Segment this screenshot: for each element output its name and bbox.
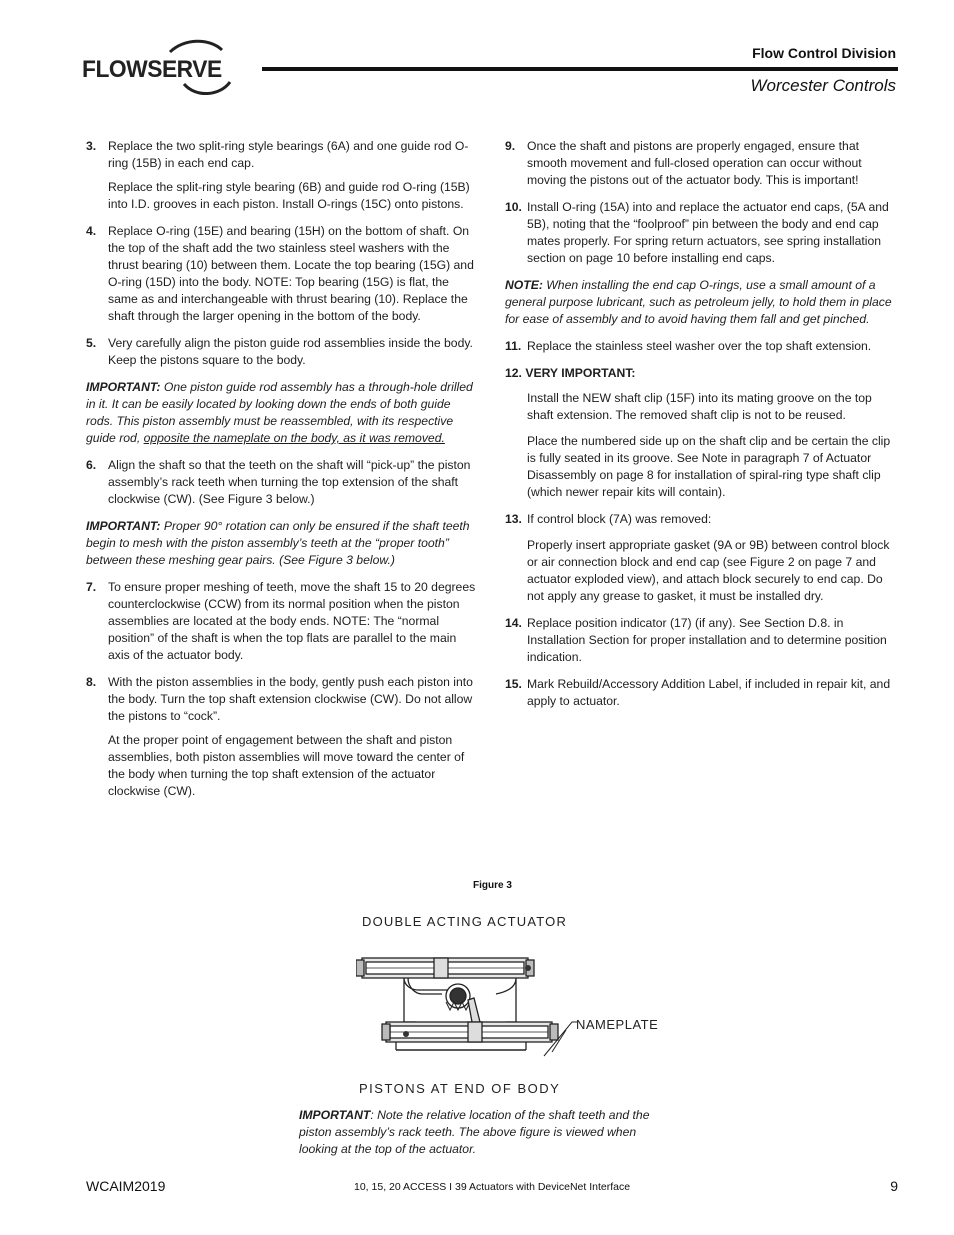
step-text: Install the NEW shaft clip (15F) into its mating groove on the top shaft extension. The removed shaft clip is not to be reused. xyxy=(527,391,872,422)
step-text: Replace the split-ring style bearing (6B) and guide rod O-ring (15B) into I.D. grooves in each piston. Install O-rings (15C) onto pistons. xyxy=(108,180,470,211)
figure-title: DOUBLE ACTING ACTUATOR xyxy=(362,914,568,929)
note-text: Proper 90° rotation can only be ensured if the shaft teeth begin to mesh with the piston assembly’s teeth at the “proper tooth” between these meshing gear pairs. (See Figure 3 below.) xyxy=(86,519,470,567)
note-label: IMPORTANT: xyxy=(86,380,161,394)
step-text: Install O-ring (15A) into and replace the actuator end caps, (5A and 5B), noting that the “foolproof” pin between the body and end cap mates properly. For spring return actuators, see spring installation section on page 10 before installing end caps. xyxy=(527,200,889,265)
step-13 xyxy=(505,511,900,605)
step-number: 10. xyxy=(505,200,522,214)
step-12-body xyxy=(505,390,900,501)
division-label: Flow Control Division xyxy=(752,45,896,61)
step-number: 14. xyxy=(505,616,522,630)
step-9 xyxy=(505,138,900,189)
right-column xyxy=(505,138,900,720)
step-number: 9. xyxy=(505,139,516,153)
note-text: When installing the end cap O-rings, use a small amount of a general purpose lubricant, such as petroleum jelly, to hold them in place for ease of assembly and to avoid having them fall and get pinched. xyxy=(505,278,892,326)
step-10 xyxy=(505,199,900,267)
lubricant-note xyxy=(505,277,900,328)
note-text: : Note the relative location of the shaft teeth and the piston assembly’s rack teeth. The above figure is viewed when looking at the top of the actuator. xyxy=(299,1108,650,1156)
step-text: Replace the two split-ring style bearings (6A) and one guide rod O-ring (15B) in each end cap. xyxy=(108,139,469,170)
step-number: 15. xyxy=(505,677,522,691)
step-text: At the proper point of engagement between the shaft and piston assemblies, both piston assemblies will move toward the center of the body when turning the top shaft extension of the actuator clockwise (CW). xyxy=(108,733,465,798)
step-text: Very carefully align the piston guide rod assemblies inside the body. Keep the pistons square to the body. xyxy=(108,336,473,367)
step-8 xyxy=(86,674,478,800)
step-15 xyxy=(505,676,900,710)
header-rule xyxy=(262,67,898,71)
step-11 xyxy=(505,338,900,355)
step-text: Replace O-ring (15E) and bearing (15H) on the bottom of shaft. On the top of the shaft add the two stainless steel washers with the thrust bearing (10) between them. Locate the top bearing (15G) and O-ring (15D) into the body. NOTE: Top bearing (15G) is flat, the same as and interchangeable with thrust bearing (10). Replace the shaft through the larger opening in the bottom of the body. xyxy=(108,224,474,323)
step-text: With the piston assemblies in the body, gently push each piston into the body. Turn the top shaft extension clockwise (CW). Do not allow the pistons to “cock”. xyxy=(108,675,473,723)
brand-label: Worcester Controls xyxy=(750,76,896,95)
step-text: To ensure proper meshing of teeth, move the shaft 15 to 20 degrees counterclockwise (CCW) from its normal position when the piston assemblies are located at the body ends. NOTE: The “normal position” of the shaft is when the top flats are parallel to the main axis of the actuator body. xyxy=(108,580,476,662)
step-3 xyxy=(86,138,478,213)
step-4 xyxy=(86,223,478,325)
step-text: Replace the stainless steel washer over the top shaft extension. xyxy=(527,339,872,353)
step-text: Once the shaft and pistons are properly engaged, ensure that smooth movement and full-closed operation can occur without moving the pistons out of the actuator body. This is important! xyxy=(527,139,862,187)
step-14 xyxy=(505,615,900,666)
step-12-heading: 12. VERY IMPORTANT: xyxy=(505,366,636,380)
step-number: 13. xyxy=(505,512,522,526)
step-number: 4. xyxy=(86,224,97,238)
logo-text: FLOWSERVE xyxy=(82,56,222,83)
step-number: 3. xyxy=(86,139,97,153)
footer-doc-id: WCAIM2019 xyxy=(86,1178,166,1194)
step-5 xyxy=(86,335,478,369)
step-text: Properly insert appropriate gasket (9A or 9B) between control block or air connection block and end cap (see Figure 2 on page 7 and actuator exploded view), and attach block securely to end cap. Do not apply any grease to gasket, it must be installed dry. xyxy=(527,538,890,603)
step-text: Replace position indicator (17) (if any). See Section D.8. in Installation Section for proper installation and to determine position indication. xyxy=(527,616,887,664)
step-text: Align the shaft so that the teeth on the shaft will “pick-up” the piston assembly’s rack teeth when turning the top extension of the shaft clockwise (CW). (See Figure 3 below.) xyxy=(108,458,471,506)
step-text: Mark Rebuild/Accessory Addition Label, if included in repair kit, and apply to actuator. xyxy=(527,677,891,708)
important-note-2 xyxy=(86,518,478,569)
figure-caption: Figure 3 xyxy=(473,880,512,891)
important-note-1 xyxy=(86,379,478,447)
page-number: 9 xyxy=(890,1178,898,1194)
note-label: NOTE: xyxy=(505,278,543,292)
left-column xyxy=(86,138,478,810)
step-number: 11. xyxy=(505,339,522,353)
step-number: 5. xyxy=(86,336,97,350)
note-label: IMPORTANT: xyxy=(86,519,161,533)
footer-title: 10, 15, 20 ACCESS I 39 Actuators with DeviceNet Interface xyxy=(354,1181,631,1193)
step-number: 6. xyxy=(86,458,97,472)
note-label: IMPORTANT xyxy=(299,1108,371,1122)
step-7 xyxy=(86,579,478,664)
note-underlined: opposite the nameplate on the body, as it was removed. xyxy=(143,431,445,445)
flowserve-logo xyxy=(80,36,245,100)
step-6 xyxy=(86,457,478,508)
note-text: One piston guide rod assembly has a through-hole drilled in it. It can be easily located by looking down the ends of both guide rods. This piston assembly must be reassembled, with its respective guide rod, xyxy=(86,380,473,445)
figure-note xyxy=(299,1107,669,1158)
pistons-label: PISTONS AT END OF BODY xyxy=(359,1081,561,1096)
step-text: If control block (7A) was removed: xyxy=(527,512,712,526)
actuator-diagram xyxy=(356,938,586,1062)
step-number: 7. xyxy=(86,580,97,594)
step-text: Place the numbered side up on the shaft clip and be certain the clip is fully seated in its groove. See Note in paragraph 7 of Actuator Disassembly on page 8 for installation of spiral-ring type shaft clip (which newer repair kits will contain). xyxy=(527,434,891,499)
step-number: 8. xyxy=(86,675,97,689)
nameplate-label: NAMEPLATE xyxy=(576,1017,659,1032)
